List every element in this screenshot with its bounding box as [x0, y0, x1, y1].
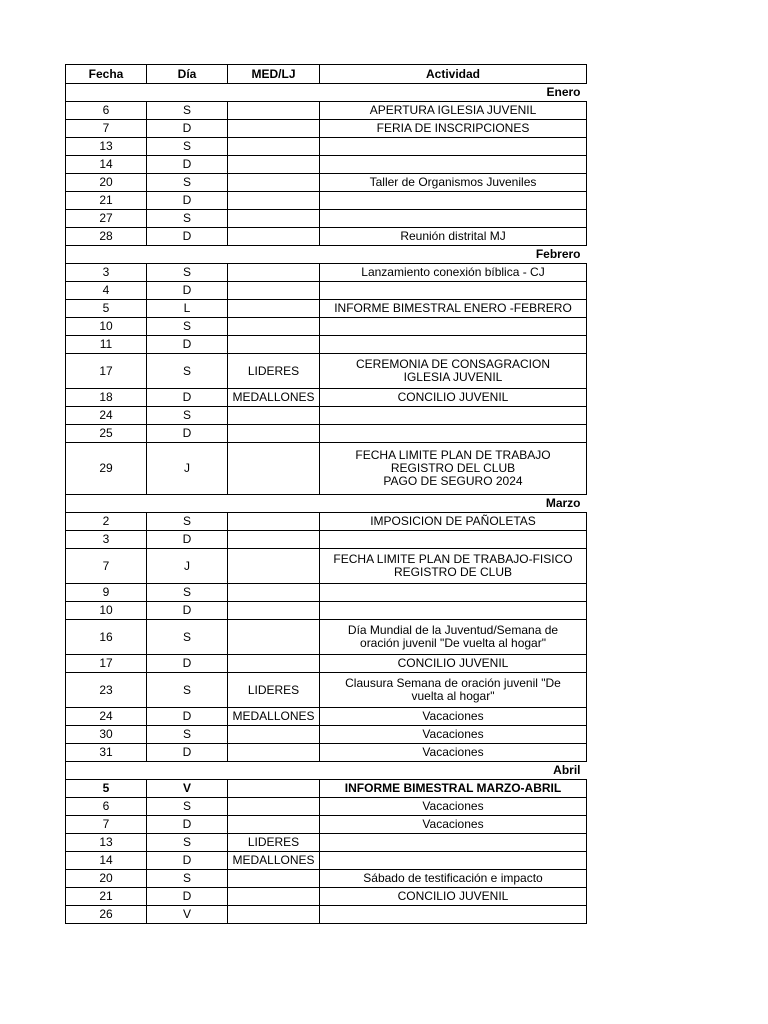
cell-dia: S: [147, 673, 228, 708]
cell-actividad: [320, 834, 587, 852]
cell-extra: [587, 726, 588, 744]
table-row: [66, 513, 588, 531]
table-row: [66, 120, 588, 138]
table-row: [66, 138, 588, 156]
cell-actividad: [320, 798, 587, 816]
cell-dia: D: [147, 425, 228, 443]
table-row: [66, 780, 588, 798]
cell-extra: [587, 673, 588, 708]
header-extra: [587, 65, 588, 84]
month-spacer: [587, 84, 588, 102]
table-row: [66, 655, 588, 673]
cell-fecha: 21: [66, 192, 147, 210]
cell-med-lj: [228, 443, 320, 495]
cell-extra: [587, 228, 588, 246]
cell-actividad: [320, 906, 587, 924]
cell-med-lj: [228, 584, 320, 602]
table-row: [66, 407, 588, 425]
cell-extra: [587, 888, 588, 906]
cell-dia: D: [147, 816, 228, 834]
cell-fecha: 6: [66, 102, 147, 120]
month-spacer: [587, 762, 588, 780]
table-row: [66, 318, 588, 336]
cell-extra: [587, 602, 588, 620]
cell-dia: S: [147, 513, 228, 531]
actividad-line: Vacaciones: [422, 745, 484, 759]
cell-dia: S: [147, 174, 228, 192]
cell-fecha: 24: [66, 407, 147, 425]
cell-fecha: 10: [66, 602, 147, 620]
cell-med-lj: [228, 531, 320, 549]
cell-med-lj: LIDERES: [228, 673, 320, 708]
cell-actividad: [320, 336, 587, 354]
cell-fecha: 18: [66, 389, 147, 407]
cell-actividad: [320, 264, 587, 282]
actividad-line: Vacaciones: [422, 817, 484, 831]
cell-dia: S: [147, 318, 228, 336]
cell-dia: D: [147, 602, 228, 620]
cell-extra: [587, 834, 588, 852]
cell-extra: [587, 744, 588, 762]
cell-med-lj: [228, 888, 320, 906]
cell-fecha: 20: [66, 870, 147, 888]
table-row: [66, 443, 588, 495]
actividad-line: FERIA DE INSCRIPCIONES: [376, 121, 530, 135]
table-row: [66, 210, 588, 228]
cell-extra: [587, 655, 588, 673]
cell-dia: V: [147, 780, 228, 798]
cell-dia: D: [147, 282, 228, 300]
cell-extra: [587, 816, 588, 834]
cell-extra: [587, 584, 588, 602]
cell-med-lj: [228, 513, 320, 531]
cell-dia: D: [147, 192, 228, 210]
cell-actividad: [320, 673, 587, 708]
cell-med-lj: [228, 870, 320, 888]
actividad-line: REGISTRO DEL CLUB: [390, 461, 516, 475]
cell-fecha: 6: [66, 798, 147, 816]
cell-actividad: [320, 389, 587, 407]
actividad-line: CONCILIO JUVENIL: [397, 889, 509, 903]
cell-fecha: 17: [66, 655, 147, 673]
schedule-table: [65, 64, 587, 924]
cell-extra: [587, 549, 588, 584]
cell-dia: S: [147, 798, 228, 816]
cell-med-lj: [228, 102, 320, 120]
cell-dia: S: [147, 264, 228, 282]
cell-actividad: [320, 228, 587, 246]
cell-actividad: [320, 888, 587, 906]
header-med-lj: MED/LJ: [228, 65, 320, 84]
cell-actividad: [320, 282, 587, 300]
cell-dia: D: [147, 336, 228, 354]
cell-med-lj: LIDERES: [228, 354, 320, 389]
month-header-row: [66, 84, 588, 102]
cell-actividad: [320, 816, 587, 834]
table-row: [66, 156, 588, 174]
cell-med-lj: [228, 264, 320, 282]
cell-med-lj: [228, 210, 320, 228]
cell-med-lj: [228, 138, 320, 156]
cell-med-lj: [228, 726, 320, 744]
actividad-line: CONCILIO JUVENIL: [397, 656, 509, 670]
cell-extra: [587, 210, 588, 228]
cell-fecha: 2: [66, 513, 147, 531]
cell-dia: S: [147, 726, 228, 744]
cell-extra: [587, 852, 588, 870]
cell-fecha: 7: [66, 120, 147, 138]
month-header-row: [66, 762, 588, 780]
cell-dia: S: [147, 870, 228, 888]
cell-fecha: 13: [66, 834, 147, 852]
header-dia: Día: [147, 65, 228, 84]
cell-med-lj: [228, 816, 320, 834]
table-row: [66, 228, 588, 246]
cell-fecha: 9: [66, 584, 147, 602]
cell-fecha: 23: [66, 673, 147, 708]
month-label: Marzo: [66, 495, 587, 513]
cell-med-lj: MEDALLONES: [228, 708, 320, 726]
cell-fecha: 5: [66, 300, 147, 318]
actividad-line: vuelta al hogar": [411, 689, 495, 703]
cell-med-lj: [228, 174, 320, 192]
cell-dia: D: [147, 888, 228, 906]
cell-dia: D: [147, 228, 228, 246]
cell-actividad: [320, 425, 587, 443]
table-row: [66, 531, 588, 549]
cell-med-lj: [228, 620, 320, 655]
cell-med-lj: [228, 906, 320, 924]
cell-dia: D: [147, 156, 228, 174]
table-row: [66, 870, 588, 888]
cell-extra: [587, 870, 588, 888]
cell-actividad: [320, 300, 587, 318]
cell-fecha: 11: [66, 336, 147, 354]
cell-actividad: [320, 354, 587, 389]
cell-extra: [587, 192, 588, 210]
actividad-line: Clausura Semana de oración juvenil "De: [345, 676, 561, 690]
cell-extra: [587, 513, 588, 531]
table-row: [66, 906, 588, 924]
table-row: [66, 264, 588, 282]
actividad-line: Vacaciones: [422, 709, 484, 723]
actividad-line: Vacaciones: [422, 799, 484, 813]
cell-extra: [587, 264, 588, 282]
header-actividad: Actividad: [320, 65, 587, 84]
cell-dia: S: [147, 407, 228, 425]
table-row: [66, 584, 588, 602]
cell-med-lj: [228, 549, 320, 584]
cell-actividad: [320, 174, 587, 192]
cell-med-lj: [228, 336, 320, 354]
cell-dia: S: [147, 620, 228, 655]
cell-fecha: 5: [66, 780, 147, 798]
month-spacer: [587, 246, 588, 264]
table-row: [66, 673, 588, 708]
cell-extra: [587, 389, 588, 407]
cell-extra: [587, 120, 588, 138]
cell-extra: [587, 336, 588, 354]
table-row: [66, 620, 588, 655]
cell-dia: D: [147, 120, 228, 138]
table-row: [66, 336, 588, 354]
cell-actividad: [320, 584, 587, 602]
cell-dia: V: [147, 906, 228, 924]
cell-med-lj: [228, 156, 320, 174]
table-row: [66, 174, 588, 192]
month-label: Febrero: [66, 246, 587, 264]
cell-med-lj: [228, 798, 320, 816]
header-fecha: Fecha: [66, 65, 147, 84]
cell-dia: D: [147, 389, 228, 407]
cell-fecha: 7: [66, 816, 147, 834]
cell-dia: S: [147, 834, 228, 852]
cell-dia: S: [147, 210, 228, 228]
cell-extra: [587, 780, 588, 798]
cell-dia: J: [147, 549, 228, 584]
actividad-line: Lanzamiento conexión bíblica - CJ: [361, 265, 545, 279]
cell-med-lj: MEDALLONES: [228, 852, 320, 870]
cell-fecha: 25: [66, 425, 147, 443]
cell-actividad: [320, 513, 587, 531]
month-spacer: [587, 495, 588, 513]
actividad-line: APERTURA IGLESIA JUVENIL: [369, 103, 537, 117]
cell-extra: [587, 798, 588, 816]
actividad-line: FECHA LIMITE PLAN DE TRABAJO: [355, 448, 551, 462]
cell-med-lj: [228, 602, 320, 620]
table-row: [66, 192, 588, 210]
cell-med-lj: [228, 425, 320, 443]
actividad-line: PAGO DE SEGURO 2024: [383, 474, 523, 488]
cell-dia: L: [147, 300, 228, 318]
actividad-line: Día Mundial de la Juventud/Semana de: [347, 623, 559, 637]
cell-med-lj: [228, 120, 320, 138]
cell-fecha: 10: [66, 318, 147, 336]
month-label: Enero: [66, 84, 587, 102]
table-row: [66, 708, 588, 726]
month-label: Abril: [66, 762, 587, 780]
cell-fecha: 3: [66, 264, 147, 282]
cell-dia: S: [147, 354, 228, 389]
cell-fecha: 30: [66, 726, 147, 744]
cell-fecha: 14: [66, 852, 147, 870]
cell-actividad: [320, 120, 587, 138]
cell-med-lj: MEDALLONES: [228, 389, 320, 407]
cell-extra: [587, 138, 588, 156]
cell-actividad: [320, 531, 587, 549]
cell-actividad: [320, 744, 587, 762]
actividad-line: REGISTRO DE CLUB: [393, 565, 513, 579]
table-row: [66, 834, 588, 852]
cell-extra: [587, 282, 588, 300]
cell-actividad: [320, 620, 587, 655]
cell-fecha: 13: [66, 138, 147, 156]
cell-dia: S: [147, 138, 228, 156]
cell-actividad: [320, 602, 587, 620]
actividad-line: Taller de Organismos Juveniles: [369, 175, 537, 189]
cell-extra: [587, 156, 588, 174]
cell-dia: S: [147, 584, 228, 602]
actividad-line: Reunión distrital MJ: [400, 229, 506, 243]
actividad-line: CEREMONIA DE CONSAGRACION: [355, 357, 551, 371]
cell-extra: [587, 531, 588, 549]
cell-actividad: [320, 852, 587, 870]
table-row: [66, 282, 588, 300]
cell-dia: J: [147, 443, 228, 495]
cell-actividad: [320, 138, 587, 156]
table-row: [66, 425, 588, 443]
cell-fecha: 14: [66, 156, 147, 174]
cell-med-lj: [228, 407, 320, 425]
cell-fecha: 29: [66, 443, 147, 495]
cell-med-lj: [228, 744, 320, 762]
cell-extra: [587, 300, 588, 318]
schedule-sheet: [65, 64, 587, 944]
cell-actividad: [320, 156, 587, 174]
cell-dia: D: [147, 708, 228, 726]
cell-actividad: [320, 318, 587, 336]
table-row: [66, 389, 588, 407]
cell-extra: [587, 102, 588, 120]
cell-actividad: [320, 726, 587, 744]
cell-extra: [587, 443, 588, 495]
actividad-line: CONCILIO JUVENIL: [397, 390, 509, 404]
table-row: [66, 816, 588, 834]
cell-extra: [587, 174, 588, 192]
table-row: [66, 726, 588, 744]
cell-med-lj: LIDERES: [228, 834, 320, 852]
cell-med-lj: [228, 192, 320, 210]
cell-fecha: 7: [66, 549, 147, 584]
cell-dia: S: [147, 102, 228, 120]
cell-extra: [587, 354, 588, 389]
cell-dia: D: [147, 744, 228, 762]
cell-extra: [587, 620, 588, 655]
actividad-line: FECHA LIMITE PLAN DE TRABAJO-FISICO: [333, 552, 573, 566]
cell-actividad: [320, 102, 587, 120]
table-row: [66, 549, 588, 584]
cell-extra: [587, 708, 588, 726]
cell-actividad: [320, 655, 587, 673]
cell-med-lj: [228, 655, 320, 673]
table-row: [66, 300, 588, 318]
cell-med-lj: [228, 300, 320, 318]
table-row: [66, 744, 588, 762]
cell-actividad: [320, 192, 587, 210]
cell-med-lj: [228, 318, 320, 336]
cell-actividad: [320, 210, 587, 228]
cell-extra: [587, 318, 588, 336]
actividad-line: oración juvenil "De vuelta al hogar": [360, 636, 546, 650]
actividad-line: Sábado de testificación e impacto: [363, 871, 543, 885]
cell-fecha: 31: [66, 744, 147, 762]
cell-extra: [587, 906, 588, 924]
table-row: [66, 888, 588, 906]
cell-dia: D: [147, 531, 228, 549]
actividad-line: IGLESIA JUVENIL: [403, 370, 503, 384]
cell-extra: [587, 407, 588, 425]
cell-med-lj: [228, 282, 320, 300]
month-header-row: [66, 495, 588, 513]
cell-fecha: 4: [66, 282, 147, 300]
cell-fecha: 20: [66, 174, 147, 192]
cell-dia: D: [147, 655, 228, 673]
table-row: [66, 602, 588, 620]
table-row: [66, 852, 588, 870]
cell-fecha: 24: [66, 708, 147, 726]
cell-actividad: [320, 708, 587, 726]
cell-fecha: 16: [66, 620, 147, 655]
cell-med-lj: [228, 228, 320, 246]
table-row: [66, 798, 588, 816]
cell-actividad: [320, 407, 587, 425]
cell-fecha: 28: [66, 228, 147, 246]
cell-actividad: [320, 549, 587, 584]
actividad-line: Vacaciones: [422, 727, 484, 741]
cell-fecha: 17: [66, 354, 147, 389]
cell-extra: [587, 425, 588, 443]
actividad-line: INFORME BIMESTRAL MARZO-ABRIL: [344, 781, 562, 795]
cell-fecha: 26: [66, 906, 147, 924]
cell-actividad: [320, 780, 587, 798]
cell-fecha: 27: [66, 210, 147, 228]
header-row: [66, 65, 588, 84]
cell-med-lj: [228, 780, 320, 798]
cell-actividad: [320, 443, 587, 495]
cell-dia: D: [147, 852, 228, 870]
cell-actividad: [320, 870, 587, 888]
month-header-row: [66, 246, 588, 264]
table-row: [66, 354, 588, 389]
actividad-line: INFORME BIMESTRAL ENERO -FEBRERO: [334, 301, 572, 315]
actividad-line: IMPOSICION DE PAÑOLETAS: [370, 514, 536, 528]
cell-fecha: 3: [66, 531, 147, 549]
cell-fecha: 21: [66, 888, 147, 906]
table-row: [66, 102, 588, 120]
schedule-body: [66, 84, 588, 924]
